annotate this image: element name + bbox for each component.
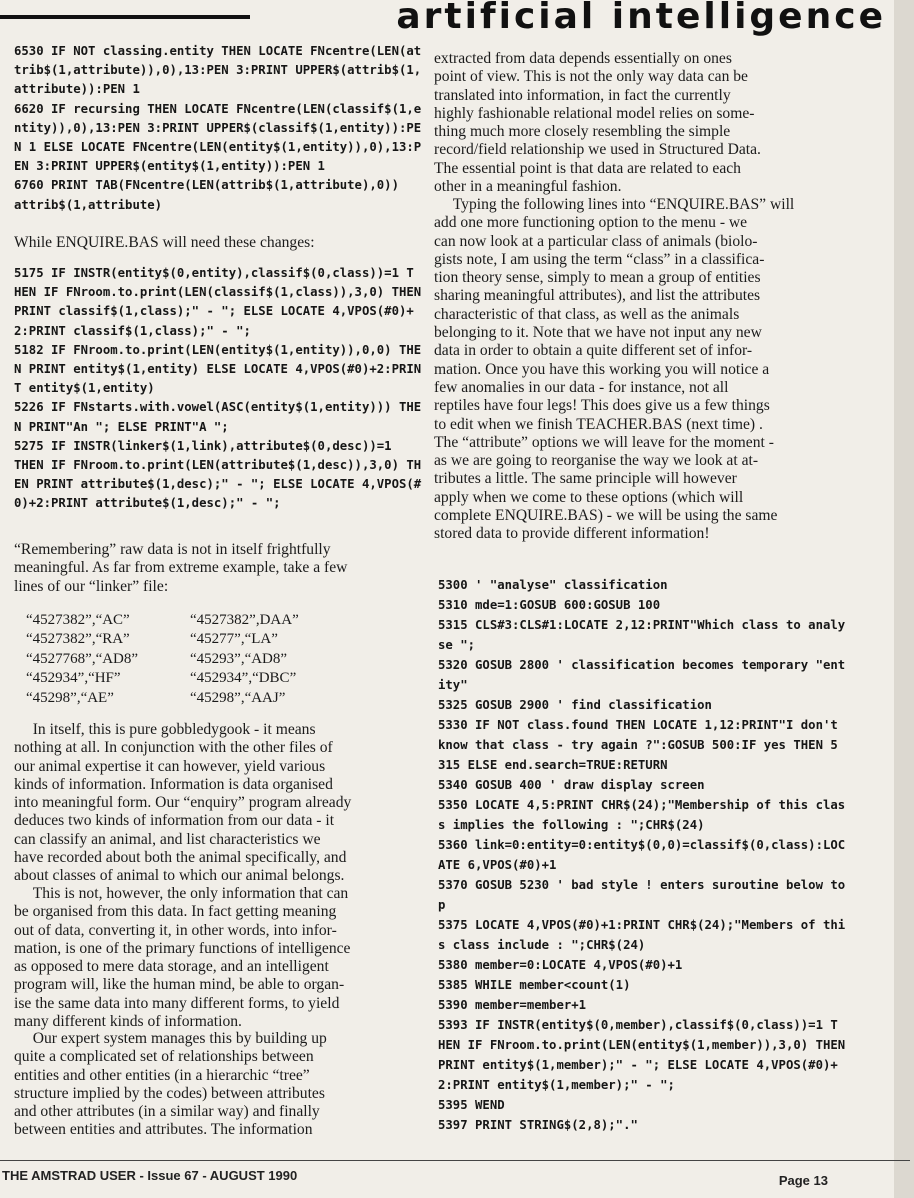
data-relations-paragraph xyxy=(434,50,838,196)
text-line: data in order to obtain a quite different set of infor- xyxy=(434,342,753,360)
text-line: have recorded about both the animal specifically, and xyxy=(14,849,347,867)
text-line: can classify an animal, and list characteristics we xyxy=(14,830,321,848)
linker-record: “45293”,“AD8” xyxy=(190,650,288,667)
code-line: 6620 IF recursing THEN LOCATE FNcentre(LEN(classif$(1,e xyxy=(14,101,422,116)
text-line: reptiles have four legs! This does give us a few things xyxy=(434,397,770,415)
page-edge xyxy=(894,0,914,1198)
text-line: as we are going to reorganise the way we look at at- xyxy=(434,452,759,470)
text-line: extracted from data depends essentially on ones xyxy=(434,50,732,67)
text-line: The “attribute” options we will leave for the moment - xyxy=(434,433,774,451)
code-line: 5330 IF NOT class.found THEN LOCATE 1,12:PRINT"I don't xyxy=(438,718,838,732)
text-line: deduces two kinds of information from our data - it xyxy=(14,812,335,830)
code-line: THEN IF FNroom.to.print(LEN(attribute$(1,desc)),3,0) TH xyxy=(14,458,422,473)
code-line: EN PRINT attribute$(1,desc);" - "; ELSE LOCATE 4,VPOS(# xyxy=(14,477,422,492)
text-line: sharing meaningful attributes), and list the attributes xyxy=(434,287,761,305)
text-line: record/field relationship we used in Structured Data. xyxy=(434,141,761,159)
code-line: HEN IF FNroom.to.print(LEN(classif$(1,class)),3,0) THEN xyxy=(14,285,422,300)
text-line: into meaningful form. Our “enquiry” program already xyxy=(14,794,352,812)
text-line: add one more functioning option to the menu - we xyxy=(434,214,748,232)
text-line: to edit when we finish TEACHER.BAS (next time) . xyxy=(434,415,763,433)
code-line: 5395 WEND xyxy=(438,1098,505,1112)
text-line: In itself, this is pure gobbledygook - it means xyxy=(32,721,316,738)
code-listing-enquire xyxy=(14,264,424,514)
linker-record: “452934”,“DBC” xyxy=(190,670,297,687)
code-line: 2:PRINT entity$(1,member);" - "; xyxy=(438,1078,675,1092)
code-line: 5385 WHILE member<count(1) xyxy=(438,978,631,992)
code-line: 5226 IF FNstarts.with.vowel(ASC(entity$(1,entity))) THE xyxy=(14,400,422,415)
text-line: apply when we come to these options (which will xyxy=(434,488,744,506)
header-rule xyxy=(0,15,250,19)
linker-record: “45298”,“AE” xyxy=(26,689,114,706)
enquire-intro-text: While ENQUIRE.BAS will need these changes: xyxy=(14,234,315,251)
text-line: “Remembering” raw data is not in itself frightfully xyxy=(14,541,331,558)
text-line: many different kinds of information. xyxy=(14,1013,242,1031)
text-line: between entities and attributes. The information xyxy=(14,1121,313,1139)
code-line: 5340 GOSUB 400 ' draw display screen xyxy=(438,778,705,792)
code-line: trib$(1,attribute)),0),13:PEN 3:PRINT UPPER$(attrib$(1, xyxy=(14,63,422,78)
linker-column-a xyxy=(26,611,196,708)
text-line: program will, like the human mind, be able to organ- xyxy=(14,976,345,994)
text-line: Our expert system manages this by building up xyxy=(32,1030,327,1047)
code-line: know that class - try again ?":GOSUB 500:IF yes THEN 5 xyxy=(438,738,838,752)
code-listing-analyse xyxy=(438,575,848,1135)
text-line: our animal expertise it can however, yield various xyxy=(14,757,326,775)
code-listing-textsize xyxy=(14,42,424,215)
text-line: as opposed to mere data storage, and an intelligent xyxy=(14,958,329,976)
code-line: 5300 ' "analyse" classification xyxy=(438,578,668,592)
page-number: Page 13 xyxy=(778,1173,828,1188)
linker-record: “45298”,“AAJ” xyxy=(190,689,286,706)
code-line: attrib$(1,attribute) xyxy=(14,197,163,212)
text-line: lines of our “linker” file: xyxy=(14,577,169,595)
magazine-issue-label: THE AMSTRAD USER - Issue 67 - AUGUST 1990 xyxy=(2,1168,298,1183)
text-line: tributes a little. The same principle will however xyxy=(434,470,737,488)
text-line: ise the same data into many different forms, to yield xyxy=(14,994,340,1012)
code-line: 5397 PRINT STRING$(2,8);"." xyxy=(438,1118,638,1132)
text-line: The essential point is that data are related to each xyxy=(434,159,741,177)
code-line: se "; xyxy=(438,638,476,652)
section-title: artificial intelligence xyxy=(396,0,886,37)
code-line: PRINT classif$(1,class);" - "; ELSE LOCATE 4,VPOS(#0)+ xyxy=(14,304,414,319)
text-line: can now look at a particular class of animals (biolo- xyxy=(434,232,758,250)
code-line: s class include : ";CHR$(24) xyxy=(438,938,646,952)
code-line: HEN IF FNroom.to.print(LEN(entity$(1,member)),3,0) THEN xyxy=(438,1038,846,1052)
code-line: 5320 GOSUB 2800 ' classification becomes temporary "ent xyxy=(438,658,846,672)
text-line: out of data, converting it, in other words, into infor- xyxy=(14,921,337,939)
text-line: belonging to it. Note that we have not input any new xyxy=(434,324,762,342)
text-line: gists note, I am using the term “class” in a classifica- xyxy=(434,250,765,268)
linker-record: “4527382”,“RA” xyxy=(26,631,130,648)
code-line: ity" xyxy=(438,678,468,692)
text-line: be organised from this data. In fact getting meaning xyxy=(14,903,337,921)
text-line: Typing the following lines into “ENQUIRE.BAS” will xyxy=(452,196,795,213)
remembering-paragraph xyxy=(14,541,414,596)
expert-system-paragraph xyxy=(14,1030,414,1140)
code-line: 315 ELSE end.search=TRUE:RETURN xyxy=(438,758,668,772)
code-line: p xyxy=(438,898,446,912)
page-header xyxy=(0,0,910,37)
text-line: tion theory sense, simply to mean a group of entities xyxy=(434,269,761,287)
code-line: attribute)):PEN 1 xyxy=(14,82,140,97)
code-line: 6760 PRINT TAB(FNcentre(LEN(attrib$(1,attribute),0)) xyxy=(14,178,399,193)
text-line: mation, is one of the primary functions of intelligence xyxy=(14,939,351,957)
code-line: 2:PRINT classif$(1,class);" - "; xyxy=(14,323,251,338)
text-line: and other attributes (in a similar way) and finally xyxy=(14,1103,320,1121)
code-line: N 1 ELSE LOCATE FNcentre(LEN(entity$(1,entity)),0),13:P xyxy=(14,140,422,155)
code-line: 5360 link=0:entity=0:entity$(0,0)=classif$(0,class):LOC xyxy=(438,838,846,852)
text-line: kinds of information. Information is data organised xyxy=(14,775,333,793)
text-line: about classes of animal to which our animal belongs. xyxy=(14,867,345,885)
text-line: entities and other entities (in a hierarchic “tree” xyxy=(14,1066,310,1084)
linker-column-b xyxy=(190,611,370,708)
code-line: 5325 GOSUB 2900 ' find classification xyxy=(438,698,712,712)
code-line: 5310 mde=1:GOSUB 600:GOSUB 100 xyxy=(438,598,661,612)
code-line: 5175 IF INSTR(entity$(0,entity),classif$(0,class))=1 T xyxy=(14,266,414,280)
footer-rule xyxy=(0,1160,910,1161)
text-line: highly fashionable relational model relies on some- xyxy=(434,104,755,122)
information-paragraph xyxy=(14,721,414,886)
linker-record: “45277”,“LA” xyxy=(190,631,278,648)
text-line: translated into information, in fact the currently xyxy=(434,86,731,104)
code-line: 5370 GOSUB 5230 ' bad style ! enters suroutine below to xyxy=(438,878,846,892)
enquire-option-paragraph xyxy=(434,196,838,544)
text-line: point of view. This is not the only way data can be xyxy=(434,68,748,86)
linker-record: “4527768”,“AD8” xyxy=(26,650,139,667)
text-line: meaningful. As far from extreme example, take a few xyxy=(14,559,348,577)
text-line: complete ENQUIRE.BAS) - we will be using the same xyxy=(434,507,778,525)
code-line: PRINT entity$(1,member);" - "; ELSE LOCATE 4,VPOS(#0)+ xyxy=(438,1058,838,1072)
code-line: 5182 IF FNroom.to.print(LEN(entity$(1,entity)),0,0) THE xyxy=(14,342,422,357)
enquire-intro xyxy=(14,234,414,252)
linker-record: “4527382”,DAA” xyxy=(190,612,299,628)
code-line: 0)+2:PRINT attribute$(1,desc);" - "; xyxy=(14,496,281,511)
code-line: ntity)),0),13:PEN 3:PRINT UPPER$(classif$(1,entity)):PE xyxy=(14,120,422,135)
code-line: T entity$(1,entity) xyxy=(14,381,155,396)
organisation-paragraph xyxy=(14,885,414,1031)
linker-record: “452934”,“HF” xyxy=(26,670,121,687)
text-line: structure implied by the codes) between attributes xyxy=(14,1084,325,1102)
code-line: EN 3:PRINT UPPER$(entity$(1,entity)):PEN 1 xyxy=(14,159,325,174)
linker-record: “4527382”,“AC” xyxy=(26,612,130,628)
code-line: 5350 LOCATE 4,5:PRINT CHR$(24);"Membership of this clas xyxy=(438,798,846,812)
text-line: thing much more closely resembling the simple xyxy=(434,123,731,141)
text-line: characteristic of that class, as well as the animals xyxy=(434,305,740,323)
code-line: 5275 IF INSTR(linker$(1,link),attribute$(0,desc))=1 xyxy=(14,438,392,453)
code-line: ATE 6,VPOS(#0)+1 xyxy=(438,858,557,872)
code-line: 5375 LOCATE 4,VPOS(#0)+1:PRINT CHR$(24);"Members of thi xyxy=(438,918,846,932)
code-line: s implies the following : ";CHR$(24) xyxy=(438,818,705,832)
code-line: N PRINT"An "; ELSE PRINT"A "; xyxy=(14,419,229,434)
text-line: This is not, however, the only information that can xyxy=(32,885,349,902)
code-line: 5315 CLS#3:CLS#1:LOCATE 2,12:PRINT"Which class to analy xyxy=(438,618,846,632)
code-line: 6530 IF NOT classing.entity THEN LOCATE FNcentre(LEN(at xyxy=(14,44,422,58)
text-line: mation. Once you have this working you will notice a xyxy=(434,360,770,378)
code-line: 5380 member=0:LOCATE 4,VPOS(#0)+1 xyxy=(438,958,683,972)
code-line: 5393 IF INSTR(entity$(0,member),classif$(0,class))=1 T xyxy=(438,1018,838,1032)
text-line: stored data to provide different information! xyxy=(434,525,710,543)
text-line: nothing at all. In conjunction with the other files of xyxy=(14,739,333,757)
code-line: N PRINT entity$(1,entity) ELSE LOCATE 4,VPOS(#0)+2:PRIN xyxy=(14,362,422,377)
text-line: other in a meaningful fashion. xyxy=(434,178,622,196)
text-line: few anomalies in our data - for instance, not all xyxy=(434,378,729,396)
code-line: 5390 member=member+1 xyxy=(438,998,587,1012)
text-line: quite a complicated set of relationships between xyxy=(14,1048,314,1066)
